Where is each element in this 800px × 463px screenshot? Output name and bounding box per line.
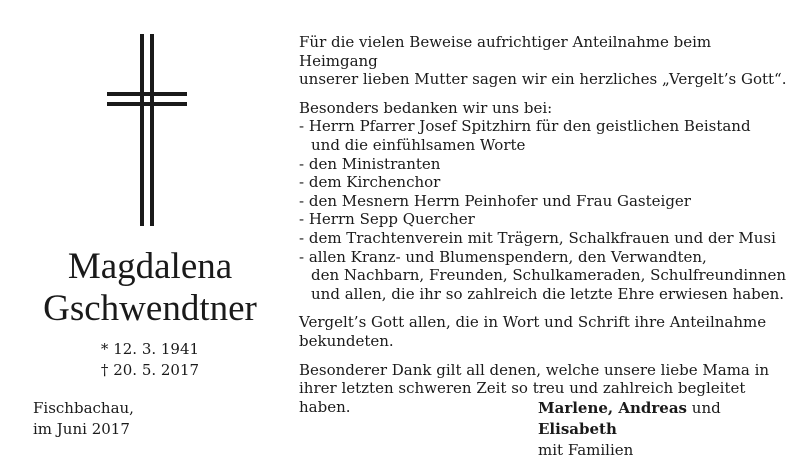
cross-icon [107, 34, 187, 226]
signature-suffix: mit Familien [538, 441, 634, 459]
deceased-last-name: Gschwendtner [43, 288, 257, 329]
text-line: bekundeten. [299, 331, 394, 350]
vergelts-paragraph [299, 313, 789, 350]
text-line: unserer lieben Mutter sagen wir ein herzliches „Vergelt’s Gott“. [299, 70, 787, 89]
thanks-heading: Besonders bedanken wir uns bei: [299, 98, 553, 117]
list-item: - dem Kirchenchor [299, 173, 441, 192]
text-line: Vergelt’s Gott allen, die in Wort und Schrift ihre Anteilnahme [299, 313, 767, 332]
deceased-first-name: Magdalena [67, 246, 233, 287]
list-item: - dem Trachtenverein mit Trägern, Schalkfrauen und der Musi [299, 228, 776, 247]
intro-paragraph [299, 33, 789, 89]
list-item: - allen Kranz- und Blumenspendern, den Verwandten, den Nachbarn, Freunden, Schulkameraden, Schulfreundinnen und allen, die ihr so zahlreich die letzte Ehre erwiesen haben. [299, 247, 787, 303]
death-date: † 20. 5. 2017 [100, 361, 200, 379]
signature-names [538, 398, 800, 440]
date: im Juni 2017 [33, 420, 130, 438]
place: Fischbachau, [33, 399, 134, 417]
list-item: - den Mesnern Herrn Peinhofer und Frau Gasteiger [299, 191, 691, 210]
signature-name-2: Elisabeth [538, 420, 617, 438]
list-item: - Herrn Pfarrer Josef Spitzhirn für den geistlichen Beistand und die einfühlsamen Worte [299, 117, 751, 154]
signature-and: und [691, 399, 721, 417]
thanks-text [299, 33, 789, 416]
text-line: Besonderer Dank gilt all denen, welche unsere liebe Mama in [299, 360, 770, 379]
list-item: - Herrn Sepp Quercher [299, 210, 475, 229]
signature [538, 398, 800, 461]
place-and-date [33, 398, 134, 440]
text-line: Für die vielen Beweise aufrichtiger Anteilnahme beim Heimgang [299, 33, 712, 70]
thanks-list [299, 117, 789, 303]
signature-name-1: Marlene, Andreas [538, 399, 688, 417]
text-line: ihrer letzten schweren Zeit so treu und zahlreich begleitet haben. [299, 379, 746, 416]
birth-date: * 12. 3. 1941 [100, 340, 200, 358]
list-item: - den Ministranten [299, 154, 441, 173]
life-dates [0, 339, 300, 381]
